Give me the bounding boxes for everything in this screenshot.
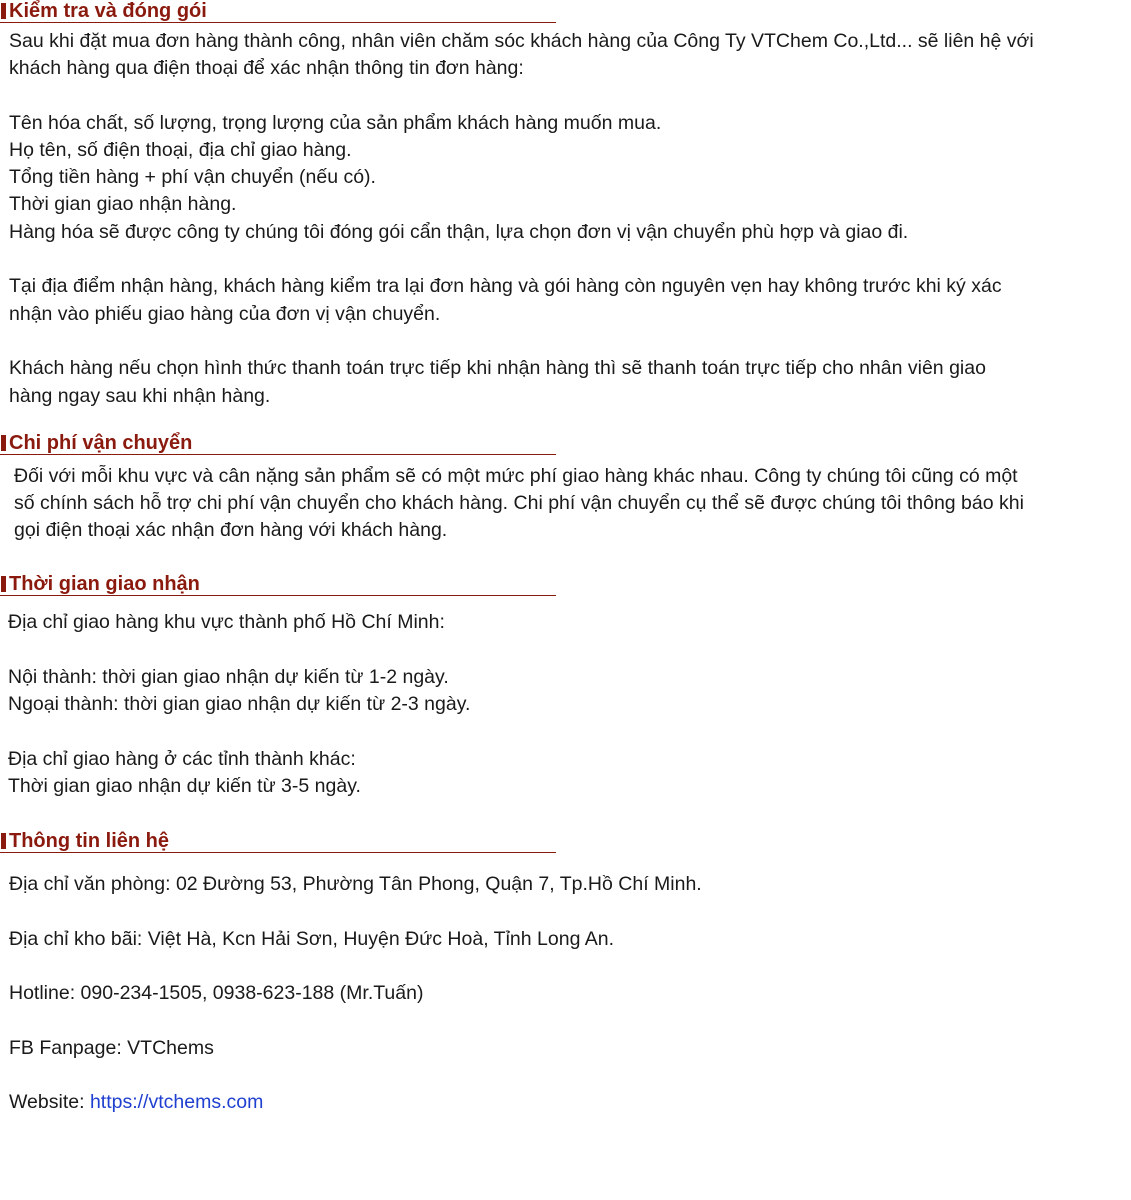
website-link[interactable]: https://vtchems.com	[89, 1091, 264, 1113]
paragraph-line: gọi điện thoại xác nhận đơn hàng với khách hàng.	[14, 519, 448, 541]
website-label: Website:	[9, 1091, 90, 1113]
list-line: Tổng tiền hàng + phí vận chuyển (nếu có).	[9, 166, 376, 188]
heading-title: Thời gian giao nhận	[9, 573, 200, 595]
section-heading	[0, 573, 556, 596]
heading-marker	[1, 833, 6, 849]
website-line	[9, 1089, 263, 1116]
section-packing	[0, 0, 1131, 407]
section-heading	[0, 0, 556, 23]
list-line: Hàng hóa sẽ được công ty chúng tôi đóng gói cẩn thận, lựa chọn đơn vị vận chuyển phù hợp và giao đi.	[9, 221, 909, 243]
fanpage: FB Fanpage: VTChems	[9, 1037, 214, 1059]
paragraph-line: Sau khi đặt mua đơn hàng thành công, nhân viên chăm sóc khách hàng của Công Ty VTChem Co.,Ltd... sẽ liên hệ với	[9, 30, 1034, 52]
heading-title: Kiểm tra và đóng gói	[9, 0, 207, 22]
list-line: Họ tên, số điện thoại, địa chỉ giao hàng.	[9, 139, 352, 161]
heading-marker	[1, 576, 6, 592]
heading-title: Chi phí vận chuyển	[9, 432, 193, 454]
paragraph-line: nhận vào phiếu giao hàng của đơn vị vận chuyển.	[9, 303, 441, 325]
paragraph-line: hàng ngay sau khi nhận hàng.	[9, 385, 271, 407]
paragraph-line: Địa chỉ giao hàng khu vực thành phố Hồ Chí Minh:	[8, 611, 445, 633]
section-shipping-cost	[0, 432, 1131, 541]
section-heading	[0, 830, 556, 853]
section-delivery-time	[0, 573, 1131, 797]
list-line: Thời gian giao nhận hàng.	[9, 193, 237, 215]
heading-marker	[1, 435, 6, 451]
warehouse-address: Địa chỉ kho bãi: Việt Hà, Kcn Hải Sơn, Huyện Đức Hoà, Tỉnh Long An.	[9, 928, 615, 950]
paragraph-line: Đối với mỗi khu vực và cân nặng sản phẩm sẽ có một mức phí giao hàng khác nhau. Công ty chúng tôi cũng có một	[14, 465, 1018, 487]
section-heading	[0, 432, 556, 455]
paragraph-line: Tại địa điểm nhận hàng, khách hàng kiểm tra lại đơn hàng và gói hàng còn nguyên vẹn hay không trước khi ký xác	[9, 275, 1002, 297]
paragraph-line: Nội thành: thời gian giao nhận dự kiến từ 1-2 ngày.	[8, 666, 449, 688]
paragraph-line: khách hàng qua điện thoại để xác nhận thông tin đơn hàng:	[9, 57, 524, 79]
heading-title: Thông tin liên hệ	[9, 830, 169, 852]
hotline: Hotline: 090-234-1505, 0938-623-188 (Mr.Tuấn)	[9, 982, 424, 1004]
list-line: Tên hóa chất, số lượng, trọng lượng của sản phẩm khách hàng muốn mua.	[9, 112, 662, 134]
section-contact	[0, 830, 1131, 1113]
office-address: Địa chỉ văn phòng: 02 Đường 53, Phường Tân Phong, Quận 7, Tp.Hồ Chí Minh.	[9, 873, 702, 895]
paragraph-line: Thời gian giao nhận dự kiến từ 3-5 ngày.	[8, 775, 361, 797]
paragraph-line: Địa chỉ giao hàng ở các tỉnh thành khác:	[8, 748, 356, 770]
paragraph-line: Ngoại thành: thời gian giao nhận dự kiến từ 2-3 ngày.	[8, 693, 471, 715]
paragraph-line: số chính sách hỗ trợ chi phí vận chuyển cho khách hàng. Chi phí vận chuyển cụ thể sẽ được chúng tôi thông báo khi	[14, 492, 1024, 514]
paragraph-line: Khách hàng nếu chọn hình thức thanh toán trực tiếp khi nhận hàng thì sẽ thanh toán trực tiếp cho nhân viên giao	[9, 357, 986, 379]
heading-marker	[1, 3, 6, 19]
